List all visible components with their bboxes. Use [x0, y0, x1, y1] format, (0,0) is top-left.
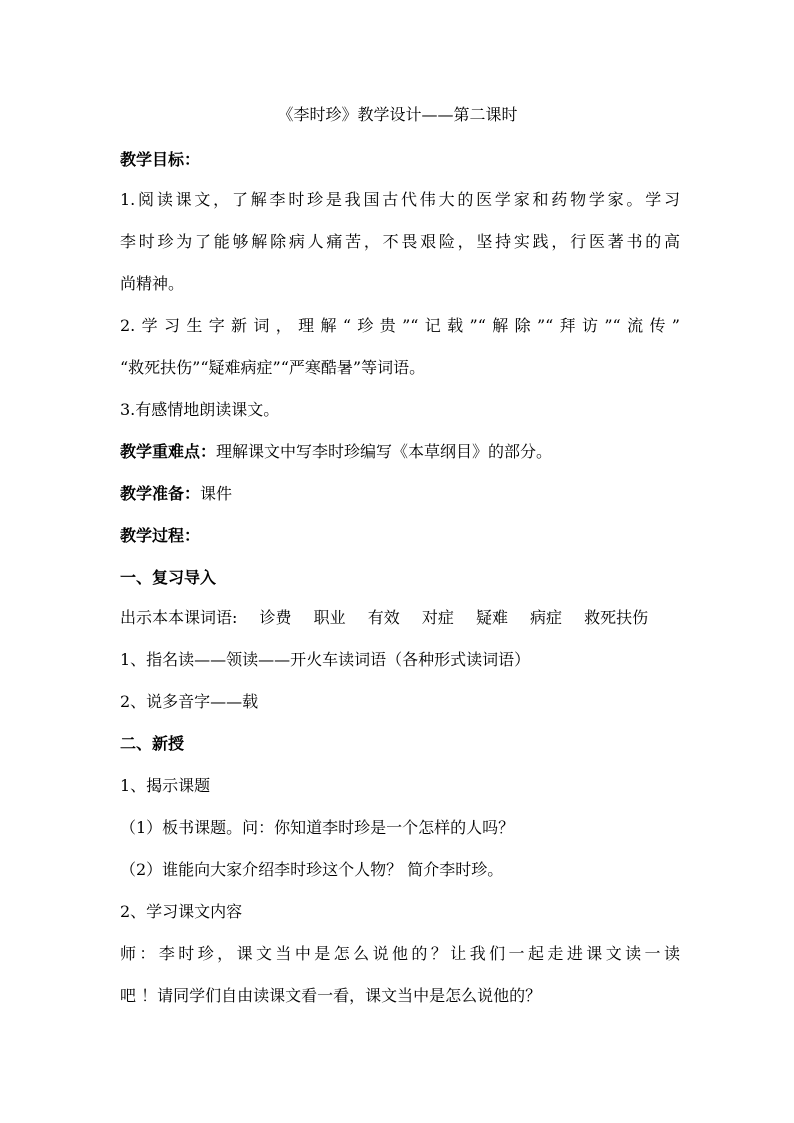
objectives-heading: 教学目标： [120, 150, 201, 169]
teacher-line-2: 吧 ！请同学们自由读课文看一看，课文当中是怎么说他的？ [120, 986, 542, 1005]
vocabulary-word: 对症 [421, 608, 454, 627]
vocabulary-word: 有效 [367, 608, 400, 627]
vocabulary-word: 救死扶伤 [584, 608, 649, 627]
preparation-text: 课件 [200, 484, 233, 503]
objective-2-line-2: “救死扶伤”“疑难病症”“严寒酷暑”等词语。 [120, 358, 426, 377]
key-point-label: 教学重难点： [120, 442, 217, 461]
vocabulary-word: 诊费 [259, 608, 292, 627]
section-2-heading: 二、新授 [120, 734, 185, 753]
section-2-step-1: 1、揭示课题 [120, 776, 211, 795]
vocabulary-word: 病症 [530, 608, 563, 627]
objective-2-line-1: 2.学习生字新词，理解“珍贵”“记载”“解除”“拜访”“流传” [120, 316, 680, 335]
objective-1-line-1: 1.阅读课文，了解李时珍是我国古代伟大的医学家和药物学家。学习 [120, 190, 680, 209]
process-heading: 教学过程： [120, 526, 201, 545]
objective-1-line-2: 李时珍为了能够解除病人痛苦，不畏艰险，坚持实践，行医著书的高 [120, 232, 680, 251]
objective-1-line-3: 尚精神。 [120, 274, 185, 293]
section-1-heading: 一、复习导入 [120, 568, 217, 587]
section-2-step-2: 2、学习课文内容 [120, 902, 243, 921]
page-title: 《李时珍》教学设计——第二课时 [277, 105, 518, 124]
vocabulary-label: 出示本本课词语: [120, 608, 238, 627]
section-1-step-1: 1、指名读——领读——开火车读词语（各种形式读词语） [120, 650, 531, 669]
preparation-paragraph [120, 482, 680, 506]
objective-3: 3.有感情地朗读课文。 [120, 400, 280, 419]
teacher-line-1: 师：李时珍，课文当中是怎么说他的？让我们一起走进课文读一读 [120, 944, 680, 963]
key-point-paragraph [120, 440, 680, 464]
preparation-label: 教学准备： [120, 484, 201, 503]
section-2-step-1-a: （1）板书课题。问：你知道李时珍是一个怎样的人吗？ [120, 818, 515, 837]
vocabulary-word: 疑难 [475, 608, 508, 627]
section-2-step-1-b: （2）谁能向大家介绍李时珍这个人物？ 简介李时珍。 [120, 860, 504, 879]
section-1-step-2: 2、说多音字——载 [120, 692, 259, 711]
vocabulary-line [120, 606, 680, 630]
vocabulary-word: 职业 [313, 608, 346, 627]
key-point-text: 理解课文中写李时珍编写《本草纲目》的部分。 [216, 442, 553, 461]
